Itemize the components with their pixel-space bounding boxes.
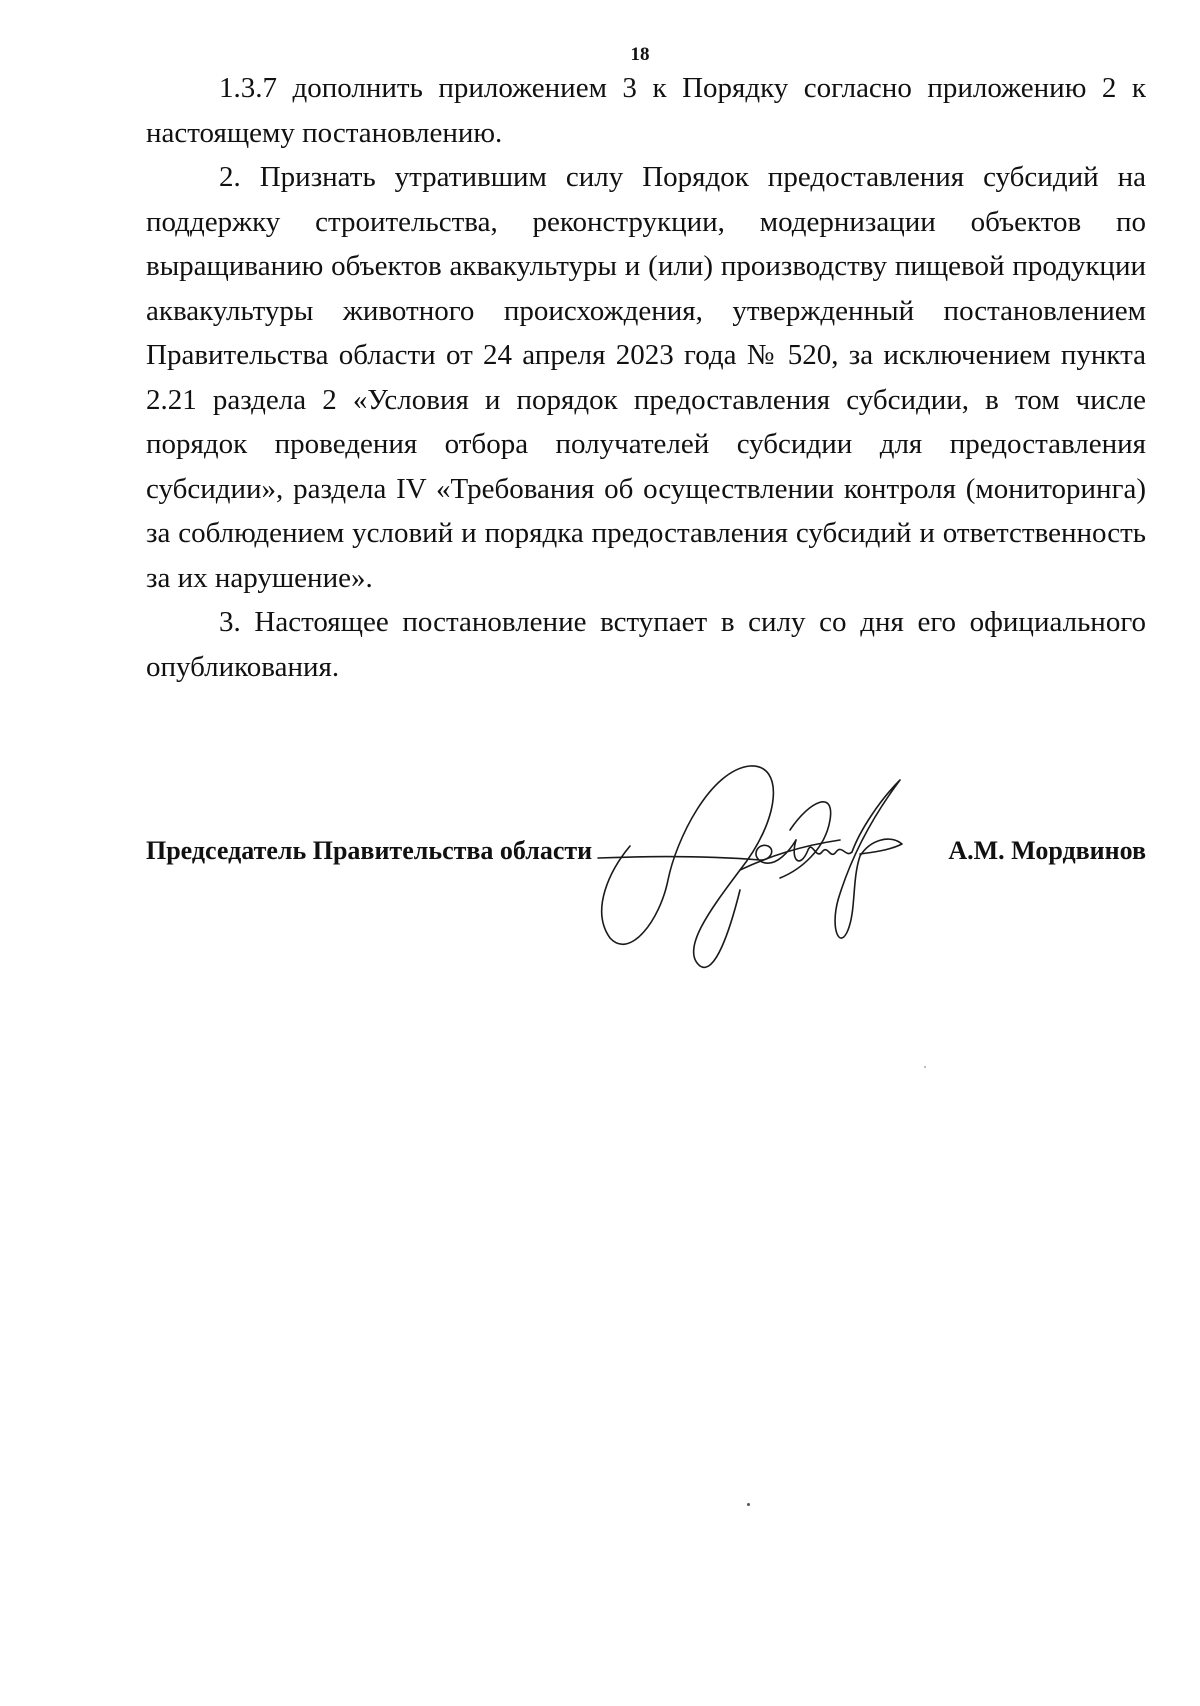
paragraph-3: 3. Настоящее постановление вступает в силу со дня его официального опубликования. — [146, 606, 1146, 683]
document-body — [146, 66, 1146, 689]
scan-speck — [747, 1503, 750, 1506]
handwritten-signature-icon — [590, 760, 950, 980]
paragraph-1-3-7: 1.3.7 дополнить приложением 3 к Порядку согласно приложению 2 к настоящему постановлению. — [146, 72, 1146, 149]
paragraph-2: 2. Признать утратившим силу Порядок предоставления субсидий на поддержку строительства, реконструкции, модернизации объектов по выращиванию объектов аквакультуры и (или) производству пищевой продукции аквакультуры животного происхождения, утвержденный постановлением Правительства области от 24 апреля 2023 года № 520, за исключением пункта 2.21 раздела 2 «Условия и порядок предоставления субсидии, в том числе порядок проведения отбора получателей субсидии для предоставления субсидии», раздела IV «Требования об осуществлении контроля (мониторинга) за соблюдением условий и порядка предоставления субсидий и ответственность за их нарушение». — [146, 161, 1146, 594]
signer-title: Председатель Правительства области — [146, 836, 593, 865]
scan-speck — [924, 1066, 926, 1068]
signer-name: А.М. Мордвинов — [948, 836, 1146, 865]
page-number: 18 — [630, 44, 650, 65]
